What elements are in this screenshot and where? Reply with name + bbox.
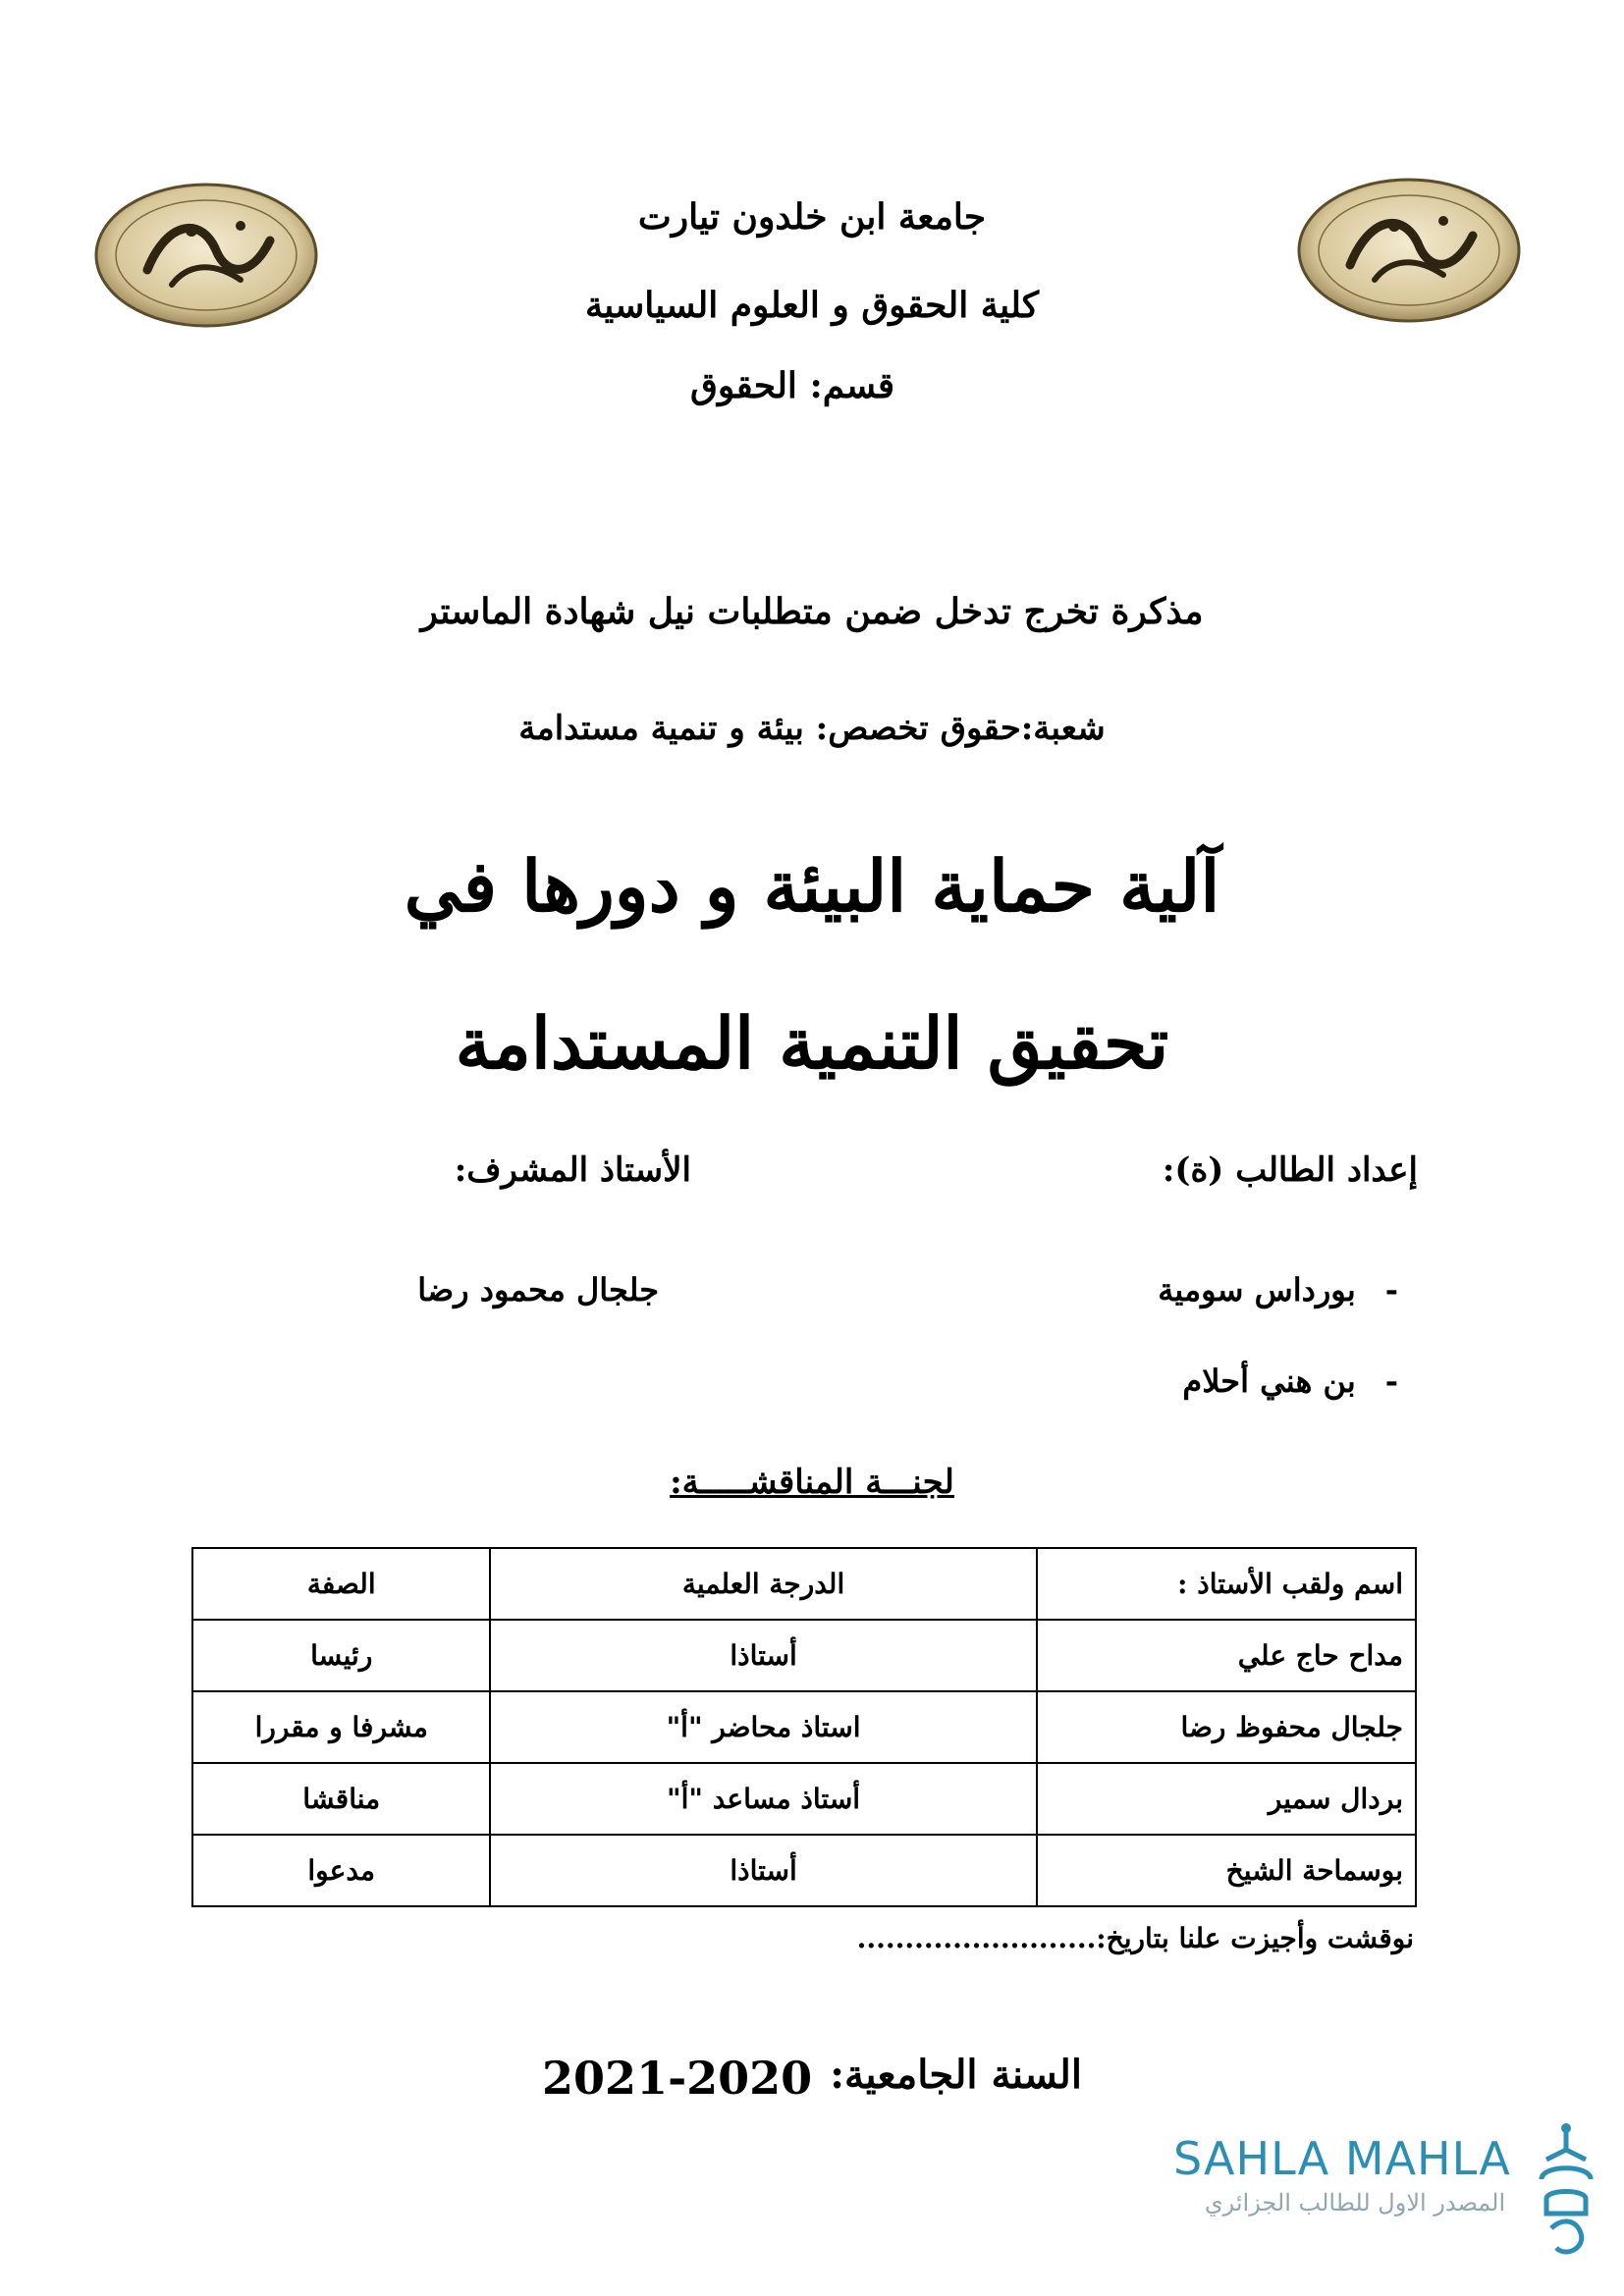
academic-year-label: السنة الجامعية: <box>830 2052 1082 2098</box>
academic-year <box>0 2052 1624 2105</box>
bullet-dash: - <box>1384 1362 1398 1400</box>
member-grade: أستاذا <box>490 1835 1036 1906</box>
member-name: مداح حاج علي <box>1037 1620 1416 1691</box>
member-name: بوسماحة الشيخ <box>1037 1835 1416 1906</box>
thesis-purpose: مذكرة تخرج تدخل ضمن متطلبات نيل شهادة الماستر <box>420 591 1204 632</box>
approval-date-line: نوقشت وأجيزت علنا بتاريخ:......................... <box>856 1922 1414 1954</box>
faculty-name: كلية الحقوق و العلوم السياسية <box>584 285 1040 326</box>
member-role: مناقشا <box>192 1763 490 1835</box>
supervisor-name: جلجال محمود رضا <box>417 1271 659 1308</box>
student-1 <box>1158 1271 1398 1308</box>
student-name: بورداس سومية <box>1158 1271 1356 1308</box>
member-name: جلجال محفوظ رضا <box>1037 1691 1416 1763</box>
student-name: بن هني أحلام <box>1182 1362 1356 1400</box>
member-name: بردال سمير <box>1037 1763 1416 1835</box>
supervisor-label: الأستاذ المشرف: <box>454 1150 691 1190</box>
header-grade: الدرجة العلمية <box>490 1548 1036 1620</box>
member-role: مدعوا <box>192 1835 490 1906</box>
table-header-row <box>192 1548 1416 1620</box>
member-grade: استاذ محاضر "أ" <box>490 1691 1036 1763</box>
table-row <box>192 1620 1416 1691</box>
member-grade: أستاذ مساعد "أ" <box>490 1763 1036 1835</box>
university-name: جامعة ابن خلدون تيارت <box>637 196 987 238</box>
students-label: إعداد الطالب (ة): <box>1162 1150 1418 1190</box>
sahla-mahla-logo-icon <box>1532 2120 1600 2268</box>
committee-heading: لجنـــة المناقشـــــة: <box>670 1463 954 1502</box>
table-row <box>192 1691 1416 1763</box>
department-name: قسم: الحقوق <box>689 365 895 406</box>
member-grade: أستاذا <box>490 1620 1036 1691</box>
table-row <box>192 1835 1416 1906</box>
thesis-title-line-1: آلية حماية البيئة و دورها في <box>404 844 1220 928</box>
student-2 <box>1182 1362 1398 1400</box>
header-name: اسم ولقب الأستاذ : <box>1037 1548 1416 1620</box>
header-role: الصفة <box>192 1548 490 1620</box>
thesis-title-line-2: تحقيق التنمية المستدامة <box>455 1001 1169 1085</box>
member-role: مشرفا و مقررا <box>192 1691 490 1763</box>
table-row <box>192 1763 1416 1835</box>
bullet-dash: - <box>1384 1271 1398 1308</box>
sahla-mahla-watermark <box>1168 2120 1600 2277</box>
watermark-tagline: المصدر الاول للطالب الجزائري <box>1204 2189 1506 2216</box>
thesis-specialty: شعبة:حقوق تخصص: بيئة و تنمية مستدامة <box>518 709 1106 748</box>
member-role: رئيسا <box>192 1620 490 1691</box>
academic-year-value: 2021-2020 <box>542 2052 813 2105</box>
watermark-brand: SAHLA MAHLA <box>1173 2132 1511 2185</box>
committee-table <box>191 1547 1417 1907</box>
